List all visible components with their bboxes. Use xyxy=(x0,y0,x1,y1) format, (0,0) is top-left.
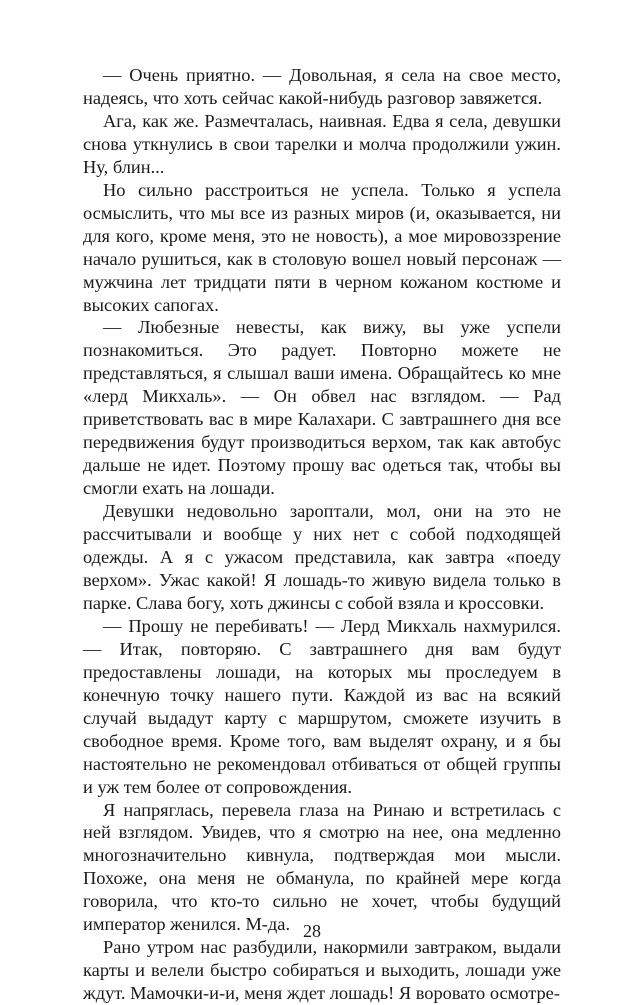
paragraph: Девушки недовольно зароптали, мол, они на это не рассчитывали и вообще у них нет с собой подходящей одежды. А я с ужасом представила, как завтра «поеду верхом». Ужас какой! Я лошадь-то живую видела только в парке. Слава богу, хоть джинсы с собой взяла и кроссовки. xyxy=(83,501,561,613)
paragraph: Но сильно расстроиться не успела. Только я успела осмыслить, что мы все из разных миров (и, оказывается, ни для кого, кроме меня, это не новость), а мое мировоззрение начало рушиться, как в столовую вошел новый персонаж — мужчина лет тридцати пяти в черном кожаном костюме и высоких сапогах. xyxy=(83,179,561,315)
page-body xyxy=(83,64,561,1005)
paragraph: — Прошу не перебивать! — Лерд Микхаль нахмурился. — Итак, повторяю. С завтрашнего дня вам будут предоставлены лошади, на которых мы проследуем в конечную точку нашего пути. Каждой из вас на всякий случай выдадут карту с маршрутом, сможете изучить в свободное время. Кроме того, вам выделят охрану, и я бы настоятельно не рекомендовал отбиваться от общей группы и уж тем более от сопровождения. xyxy=(83,615,561,797)
paragraph: — Очень приятно. — Довольная, я села на свое место, надеясь, что хоть сейчас какой-нибудь разговор завяжется. xyxy=(83,65,561,108)
paragraph: Ага, как же. Размечталась, наивная. Едва я села, девушки снова уткнулись в свои тарелки и молча продолжили ужин. Ну, блин... xyxy=(83,110,561,177)
page-number: 28 xyxy=(303,921,321,941)
paragraph: Рано утром нас разбудили, накормили завтраком, выдали карты и велели быстро собираться и выходить, лошади уже ждут. Мамочки-и-и, меня ждет лошадь! Я вороватo осмотре- xyxy=(83,937,561,1004)
paragraph: Я напряглась, перевела глаза на Ринаю и встретилась с ней взглядом. Увидев, что я смотрю на нее, она медленно многозначительно кивнула, подтверждая мои мысли. Похоже, она меня не обманула, по крайней мере когда говорила, что кто-то сильно не хочет, чтобы будущий император женился. М-да. xyxy=(83,799,561,935)
paragraph: — Любезные невесты, как вижу, вы уже успели познакомиться. Это радует. Повторно можете не представляться, я слышал ваши имена. Обращайтесь ко мне «лерд Микхаль». — Он обвел нас взглядом. — Рад приветствовать вас в мире Калахари. С завтрашнего дня все передвижения будут производиться верхом, так как автобус дальше не идет. Поэтому прошу вас одеться так, чтобы вы смогли ехать на лошади. xyxy=(83,317,561,499)
